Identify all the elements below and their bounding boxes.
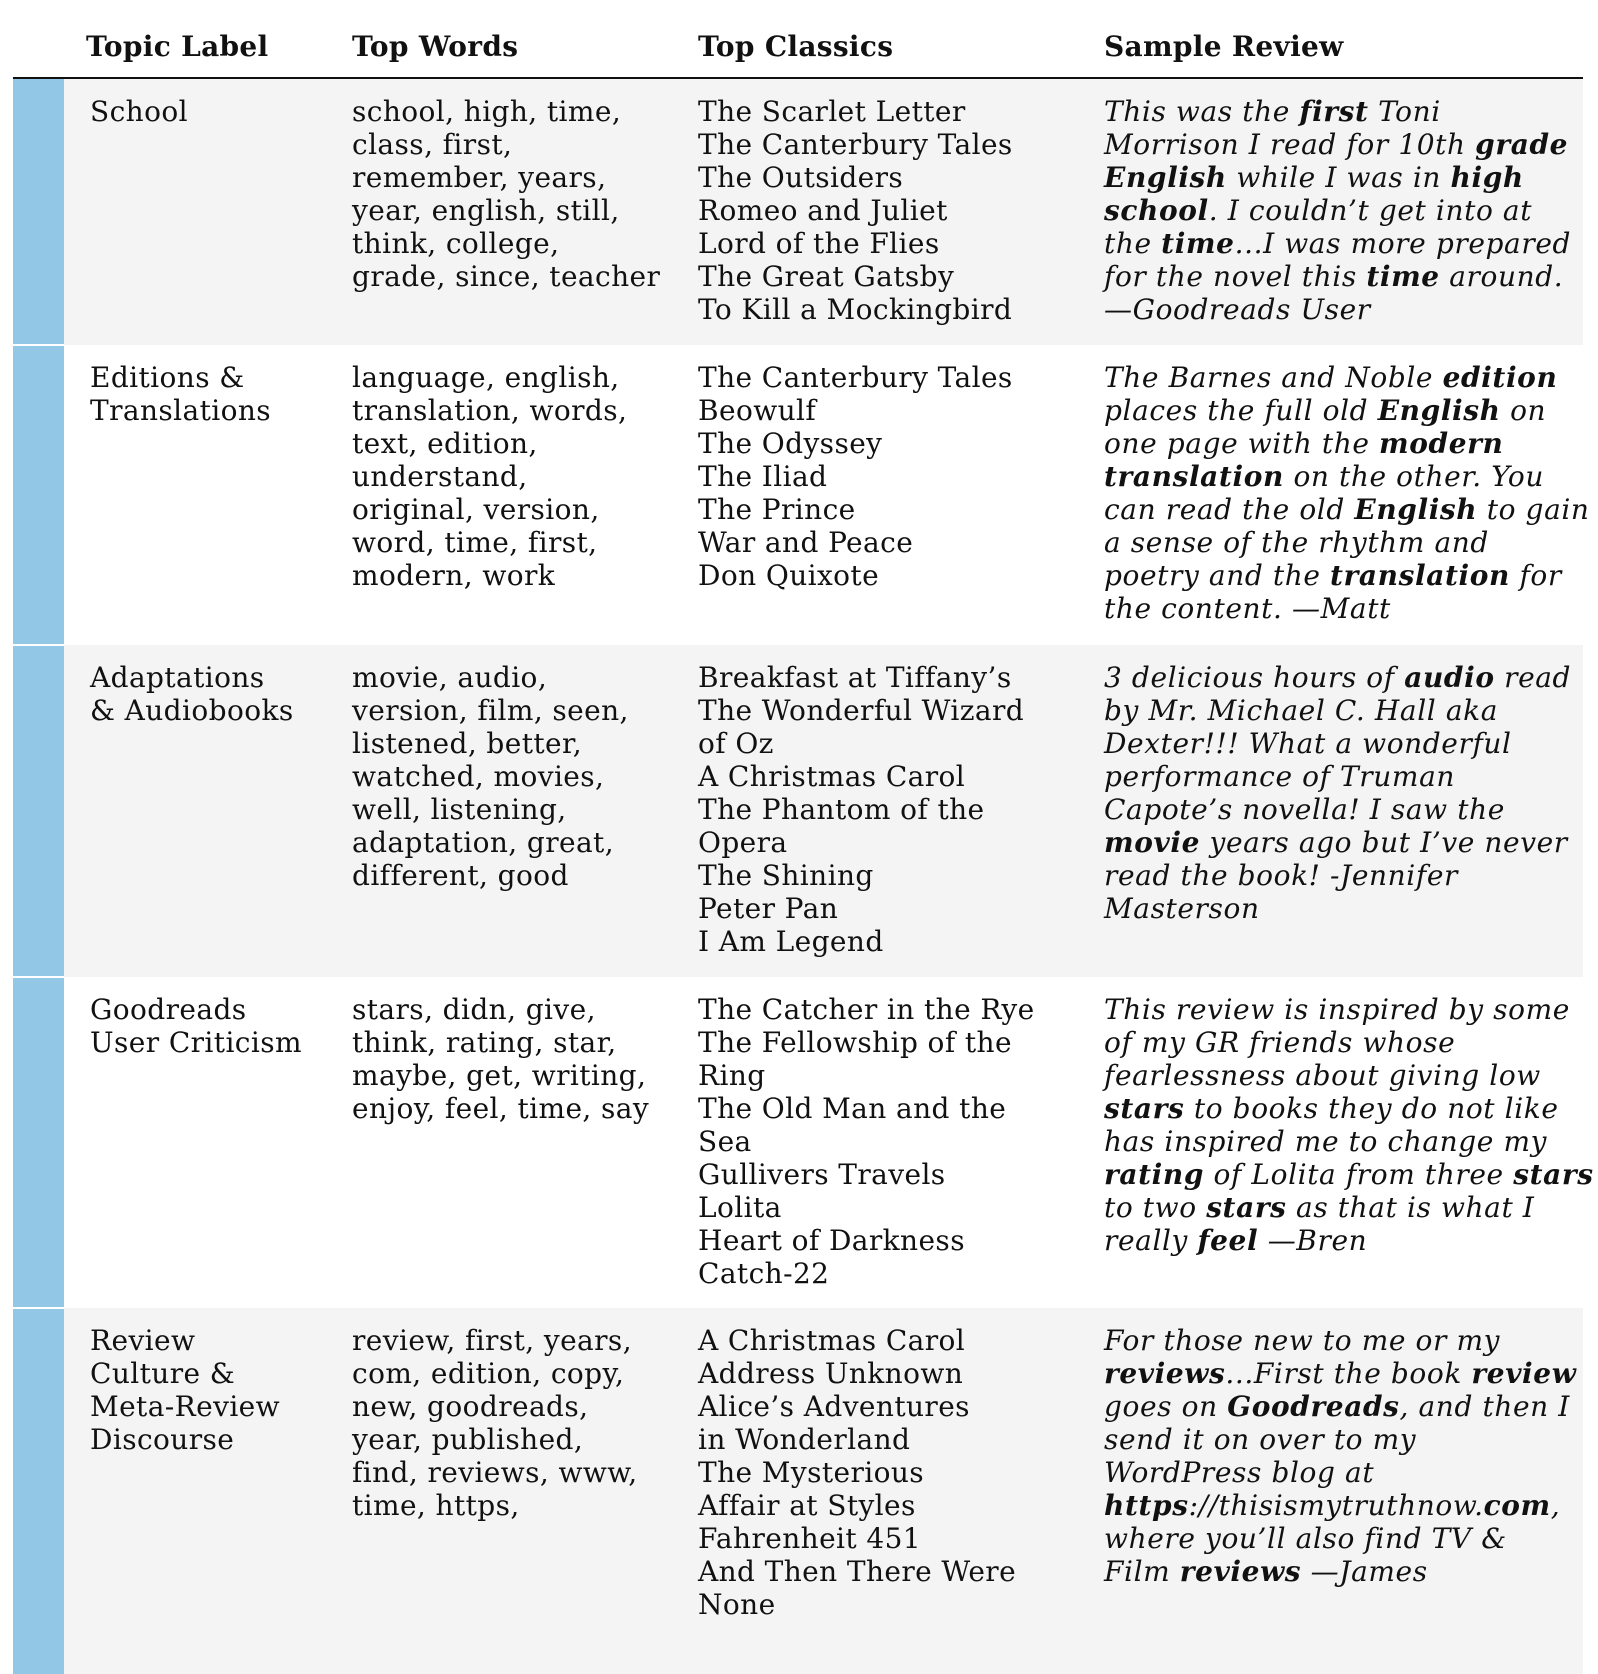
top-words-line: enjoy, feel, time, say <box>352 1092 650 1125</box>
top-classics-line: The Outsiders <box>698 161 904 194</box>
sample-review-line <box>1104 727 1579 760</box>
top-classics-line: The Mysterious <box>698 1456 925 1489</box>
sample-review-line <box>1104 161 1579 194</box>
review-text: places the full old <box>1104 394 1378 427</box>
top-classics-line: Fahrenheit 451 <box>698 1522 921 1555</box>
sample-review-line <box>1104 460 1579 493</box>
topic-label-line: Editions & <box>90 361 245 394</box>
table-row <box>64 79 1583 345</box>
column-header-top-classics: Top Classics <box>698 30 894 63</box>
top-classics-line: The Canterbury Tales <box>698 128 1013 161</box>
review-text: around. <box>1439 260 1564 293</box>
sample-review-line <box>1104 194 1579 227</box>
top-classics <box>698 95 1058 326</box>
review-text: send it on over to my <box>1104 1423 1417 1456</box>
table-row <box>64 645 1583 977</box>
review-text: poetry and the <box>1104 559 1331 592</box>
top-classics-line: The Catcher in the Rye <box>698 993 1035 1026</box>
top-words-line: well, listening, <box>352 793 567 826</box>
review-text: to gain <box>1477 493 1590 526</box>
top-classics-line: The Old Man and the <box>698 1092 1007 1125</box>
top-classics-line: Sea <box>698 1125 752 1158</box>
sample-review-line <box>1104 1324 1579 1357</box>
top-classics-line: in Wonderland <box>698 1423 911 1456</box>
sample-review-line <box>1104 493 1590 526</box>
top-classics-line: Romeo and Juliet <box>698 194 948 227</box>
sample-review-line <box>1104 293 1579 326</box>
review-keyword: modern <box>1379 427 1504 460</box>
review-text: to books they do not like <box>1184 1092 1559 1125</box>
review-text: years ago but I’ve never <box>1200 826 1568 859</box>
sample-review-line <box>1104 1357 1579 1390</box>
top-classics-line: Peter Pan <box>698 892 839 925</box>
top-classics-line: The Prince <box>698 493 856 526</box>
review-keyword: school <box>1104 194 1209 227</box>
top-classics-line: Heart of Darkness <box>698 1224 965 1257</box>
top-words-line: text, edition, <box>352 427 538 460</box>
top-classics-line: A Christmas Carol <box>698 1324 966 1357</box>
sample-review-line <box>1104 793 1579 826</box>
review-text: The Barnes and Noble <box>1104 361 1443 394</box>
review-text: Film <box>1104 1555 1180 1588</box>
review-text: of my GR friends whose <box>1104 1026 1456 1059</box>
sample-review-line <box>1104 1489 1579 1522</box>
sample-review-line <box>1104 260 1579 293</box>
review-keyword: feel <box>1197 1224 1259 1257</box>
table-header <box>0 26 1598 76</box>
sample-review-line <box>1104 760 1579 793</box>
review-text: Capote’s novella! I saw the <box>1104 793 1505 826</box>
top-words-line: new, goodreads, <box>352 1390 589 1423</box>
top-classics-line: The Shining <box>698 859 874 892</box>
top-words <box>352 993 662 1125</box>
sample-review-line <box>1104 1059 1579 1092</box>
review-keyword: English <box>1104 161 1227 194</box>
review-text: fearlessness about giving low <box>1104 1059 1541 1092</box>
top-words-line: school, high, time, <box>352 95 622 128</box>
column-header-top-words: Top Words <box>352 30 519 63</box>
sample-review-line <box>1104 227 1579 260</box>
top-words-line: maybe, get, writing, <box>352 1059 647 1092</box>
sample-review-line <box>1104 1224 1579 1257</box>
sample-review-line <box>1104 1158 1594 1191</box>
review-text: —Goodreads User <box>1104 293 1371 326</box>
top-classics-line: The Scarlet Letter <box>698 95 966 128</box>
review-keyword: reviews <box>1104 1357 1226 1390</box>
top-words-line: word, time, first, <box>352 526 598 559</box>
review-text: where you’ll also find TV & <box>1104 1522 1507 1555</box>
review-keyword: review <box>1471 1357 1577 1390</box>
review-text: for the novel this <box>1104 260 1367 293</box>
top-classics-line: The Iliad <box>698 460 828 493</box>
review-text: really <box>1104 1224 1198 1257</box>
top-classics-line: The Phantom of the <box>698 793 985 826</box>
top-classics-line: The Canterbury Tales <box>698 361 1013 394</box>
top-words <box>352 95 662 293</box>
top-words-line: stars, didn, give, <box>352 993 596 1026</box>
top-words-line: original, version, <box>352 493 600 526</box>
top-classics-line: Breakfast at Tiffany’s <box>698 661 1012 694</box>
review-text: —James <box>1301 1555 1428 1588</box>
review-keyword: grade <box>1475 128 1569 161</box>
sample-review-line <box>1104 427 1579 460</box>
top-classics-line: Gullivers Travels <box>698 1158 946 1191</box>
top-words-line: movie, audio, <box>352 661 548 694</box>
review-text: the <box>1104 227 1162 260</box>
top-classics <box>698 1324 1058 1621</box>
top-words <box>352 361 662 592</box>
top-words-line: different, good <box>352 859 569 892</box>
top-classics <box>698 993 1058 1290</box>
table-row <box>64 977 1594 1308</box>
sample-review-line <box>1104 993 1579 1026</box>
review-keyword: translation <box>1104 460 1284 493</box>
sample-review-line <box>1104 559 1579 592</box>
review-keyword: edition <box>1442 361 1558 394</box>
sample-review <box>1104 95 1579 326</box>
top-classics-line: The Wonderful Wizard <box>698 694 1025 727</box>
review-text: goes on <box>1104 1390 1228 1423</box>
review-text: on the other. You <box>1283 460 1544 493</box>
review-text: This was the <box>1104 95 1300 128</box>
sample-review-line <box>1104 1390 1579 1423</box>
review-keyword: stars <box>1104 1092 1185 1125</box>
sample-review <box>1104 661 1579 925</box>
column-header-topic-label: Topic Label <box>86 30 269 63</box>
top-classics-line: To Kill a Mockingbird <box>698 293 1013 326</box>
review-text: by Mr. Michael C. Hall aka <box>1104 694 1498 727</box>
review-keyword: https <box>1104 1489 1189 1522</box>
review-text: Masterson <box>1104 892 1260 925</box>
review-text: , and then I <box>1399 1390 1570 1423</box>
review-text: —Bren <box>1258 1224 1368 1257</box>
top-words-line: find, reviews, www, <box>352 1456 638 1489</box>
topic-label <box>90 95 340 128</box>
review-text: ...I was more prepared <box>1234 227 1572 260</box>
top-words-line: listened, better, <box>352 727 583 760</box>
review-text: for <box>1509 559 1562 592</box>
topic-label <box>90 661 340 727</box>
review-text: , <box>1550 1489 1561 1522</box>
accent-separator <box>13 644 64 646</box>
review-text: can read the old <box>1104 493 1355 526</box>
review-keyword: first <box>1299 95 1369 128</box>
accent-bar <box>13 79 64 1674</box>
topic-label <box>90 993 340 1059</box>
top-classics-line: Lolita <box>698 1191 782 1224</box>
top-classics-line: None <box>698 1588 776 1621</box>
review-text: to two <box>1104 1191 1207 1224</box>
review-keyword: English <box>1354 493 1478 526</box>
review-text: WordPress blog at <box>1104 1456 1375 1489</box>
sample-review-line <box>1104 128 1579 161</box>
top-classics-line: Alice’s Adventures <box>698 1390 970 1423</box>
review-text: 3 delicious hours of <box>1104 661 1405 694</box>
topic-label <box>90 361 340 427</box>
sample-review-line <box>1104 95 1579 128</box>
review-keyword: com <box>1483 1489 1551 1522</box>
review-text: the content. —Matt <box>1104 592 1391 625</box>
topic-label-line: Meta-Review <box>90 1390 281 1423</box>
topic-label-line: Discourse <box>90 1423 235 1456</box>
sample-review-line <box>1104 361 1579 394</box>
review-keyword: reviews <box>1179 1555 1302 1588</box>
top-classics-line: The Great Gatsby <box>698 260 955 293</box>
sample-review-line <box>1104 394 1579 427</box>
accent-separator <box>13 1307 64 1309</box>
top-classics-line: Ring <box>698 1059 766 1092</box>
top-words-line: year, english, still, <box>352 194 620 227</box>
top-classics-line: The Odyssey <box>698 427 883 460</box>
top-classics-line: Lord of the Flies <box>698 227 940 260</box>
review-text: read the book! -Jennifer <box>1104 859 1458 892</box>
review-keyword: stars <box>1206 1191 1287 1224</box>
top-classics-line: I Am Legend <box>698 925 884 958</box>
top-classics-line: And Then There Were <box>698 1555 1017 1588</box>
review-keyword: audio <box>1404 661 1495 694</box>
top-words <box>352 1324 662 1522</box>
review-keyword: English <box>1377 394 1501 427</box>
review-text: ://thisismytruthnow. <box>1188 1489 1484 1522</box>
review-keyword: time <box>1366 260 1440 293</box>
top-words-line: review, first, years, <box>352 1324 633 1357</box>
sample-review-line <box>1104 694 1579 727</box>
sample-review-line <box>1104 526 1579 559</box>
table-row <box>64 345 1590 645</box>
sample-review-line <box>1104 1125 1579 1158</box>
review-text: Toni <box>1368 95 1441 128</box>
top-classics-line: Beowulf <box>698 394 817 427</box>
top-words-line: watched, movies, <box>352 760 605 793</box>
top-words <box>352 661 662 892</box>
sample-review-line <box>1104 859 1579 892</box>
review-text: while I was in <box>1226 161 1451 194</box>
sample-review <box>1104 1324 1579 1588</box>
review-text: This review is inspired by some <box>1104 993 1570 1026</box>
review-keyword: time <box>1161 227 1235 260</box>
review-text: on <box>1500 394 1547 427</box>
accent-separator <box>13 344 64 346</box>
topic-label-line: Translations <box>90 394 272 427</box>
review-text: read <box>1494 661 1572 694</box>
top-classics-line: Opera <box>698 826 788 859</box>
top-words-line: time, https, <box>352 1489 520 1522</box>
sample-review <box>1104 993 1594 1257</box>
sample-review-line <box>1104 1092 1579 1125</box>
sample-review-line <box>1104 1026 1579 1059</box>
top-classics <box>698 661 1058 958</box>
sample-review-line <box>1104 826 1579 859</box>
review-keyword: stars <box>1513 1158 1594 1191</box>
review-keyword: translation <box>1330 559 1510 592</box>
review-text: ...First the book <box>1225 1357 1472 1390</box>
review-text: as that is what I <box>1286 1191 1535 1224</box>
column-header-sample-review: Sample Review <box>1104 30 1344 63</box>
topic-label-line: Culture & <box>90 1357 236 1390</box>
topic-label <box>90 1324 340 1456</box>
review-text: of Lolita from three <box>1204 1158 1514 1191</box>
top-words-line: think, rating, star, <box>352 1026 617 1059</box>
top-classics-line: The Fellowship of the <box>698 1026 1012 1059</box>
review-text: Dexter!!! What a wonderful <box>1104 727 1512 760</box>
topic-label-line: & Audiobooks <box>90 694 294 727</box>
review-text: . I couldn’t get into at <box>1208 194 1533 227</box>
sample-review-line <box>1104 1555 1579 1588</box>
top-classics-line: of Oz <box>698 727 774 760</box>
top-classics-line: Affair at Styles <box>698 1489 916 1522</box>
top-words-line: modern, work <box>352 559 556 592</box>
sample-review-line <box>1104 1423 1579 1456</box>
top-classics-line: Catch-22 <box>698 1257 830 1290</box>
top-words-line: adaptation, great, <box>352 826 615 859</box>
topic-label-line: School <box>90 95 188 128</box>
top-words-line: understand, <box>352 460 528 493</box>
review-text: For those new to me or my <box>1104 1324 1501 1357</box>
topic-label-line: Review <box>90 1324 196 1357</box>
top-words-line: translation, words, <box>352 394 628 427</box>
sample-review-line <box>1104 1456 1579 1489</box>
review-keyword: rating <box>1104 1158 1205 1191</box>
review-keyword: Goodreads <box>1227 1390 1400 1423</box>
top-words-line: class, first, <box>352 128 513 161</box>
sample-review-line <box>1104 1522 1579 1555</box>
review-text: a sense of the rhythm and <box>1104 526 1489 559</box>
top-classics <box>698 361 1058 592</box>
top-words-line: language, english, <box>352 361 620 394</box>
topic-label-line: User Criticism <box>90 1026 302 1059</box>
review-text: Morrison I read for 10th <box>1104 128 1476 161</box>
review-text: has inspired me to change my <box>1104 1125 1548 1158</box>
sample-review-line <box>1104 1191 1579 1224</box>
top-words-line: com, edition, copy, <box>352 1357 625 1390</box>
top-words-line: version, film, seen, <box>352 694 629 727</box>
top-classics-line: Don Quixote <box>698 559 880 592</box>
accent-separator <box>13 976 64 978</box>
topic-label-line: Goodreads <box>90 993 247 1026</box>
sample-review-line <box>1104 892 1579 925</box>
sample-review-line <box>1104 661 1579 694</box>
topic-label-line: Adaptations <box>90 661 265 694</box>
top-words-line: grade, since, teacher <box>352 260 661 293</box>
top-classics-line: War and Peace <box>698 526 914 559</box>
top-words-line: think, college, <box>352 227 560 260</box>
top-words-line: remember, years, <box>352 161 607 194</box>
table-row <box>64 1308 1583 1674</box>
review-keyword: high <box>1450 161 1524 194</box>
top-classics-line: A Christmas Carol <box>698 760 966 793</box>
top-words-line: year, published, <box>352 1423 584 1456</box>
sample-review <box>1104 361 1590 625</box>
review-keyword: movie <box>1104 826 1201 859</box>
review-text: one page with the <box>1104 427 1380 460</box>
top-classics-line: Address Unknown <box>698 1357 964 1390</box>
review-text: performance of Truman <box>1104 760 1456 793</box>
sample-review-line <box>1104 592 1579 625</box>
